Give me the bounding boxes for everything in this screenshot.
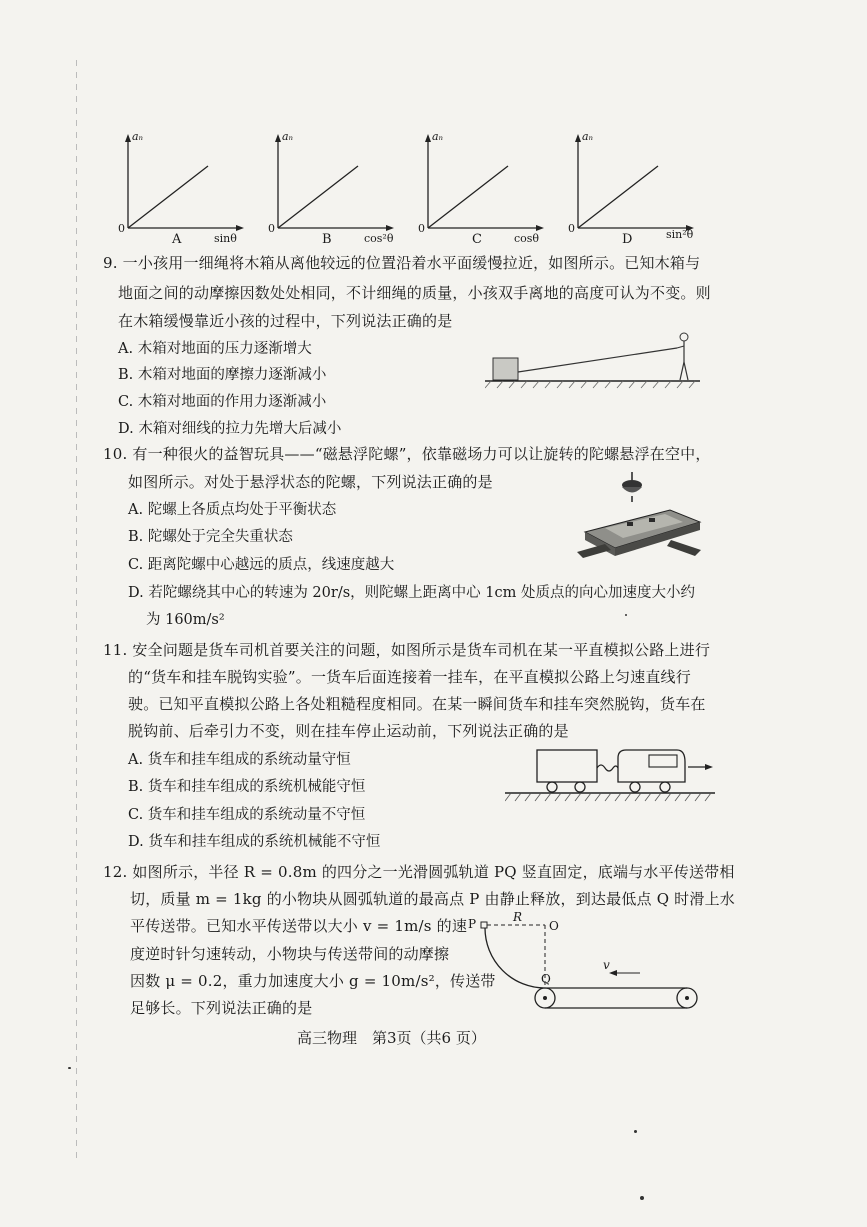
q10-stem-line-2: 如图所示。对处于悬浮状态的陀螺，下列说法正确的是 (128, 473, 493, 491)
q11-stem-line-2: 的“货车和挂车脱钩实验”。一货车后面连接着一挂车，在平直模拟公路上匀速直线行 (128, 668, 691, 686)
graph-a-x-label: sinθ (214, 232, 237, 245)
q10-option-b: B. 陀螺处于完全失重状态 (128, 529, 293, 545)
q9-stem-line-2: 地面之间的动摩擦因数处处相同，不计细绳的质量，小孩双手离地的高度可认为不变。则 (118, 284, 711, 302)
graph-c-axes (418, 128, 548, 243)
q12-label-q: Q (541, 972, 551, 986)
q11-stem-line-1: 11. 安全问题是货车司机首要关注的问题，如图所示是货车司机在某一平直模拟公路上进行 (103, 641, 711, 659)
graph-b (268, 128, 398, 247)
graph-c-x-label: cosθ (514, 232, 540, 245)
graph-c-choice: C (472, 232, 482, 247)
graph-d-x-label: sin²θ (666, 228, 694, 241)
scan-speck (68, 1067, 71, 1069)
q12-stem-line-1: 12. 如图所示，半径 R = 0.8m 的四分之一光滑圆弧轨道 PQ 竖直固定，底端与水平传送带相 (103, 863, 735, 881)
q11-stem-line-3: 驶。已知平直模拟公路上各处粗糙程度相同。在某一瞬间货车和挂车突然脱钩，货车在 (128, 695, 706, 713)
graph-d-y-label: aₙ (582, 130, 594, 143)
q9-figure-child-pulling-box (485, 330, 700, 395)
graph-a-y-label: aₙ (132, 130, 144, 143)
q9-stem-line-1: 9. 一小孩用一细绳将木箱从离他较远的位置沿着水平面缓慢拉近，如图所示。已知木箱与 (103, 254, 701, 272)
page-footer: 高三物理 第3页（共6 页） (297, 1029, 486, 1047)
q12-label-v: v (603, 958, 610, 972)
q9-stem-line-3: 在木箱缓慢靠近小孩的过程中，下列说法正确的是 (118, 312, 453, 330)
graph-b-axes (268, 128, 398, 243)
graph-a-choice: A (172, 232, 182, 247)
q12-stem-line-4: 度逆时针匀速转动，小物块与传送带间的动摩擦 (130, 945, 450, 963)
q10-stem-line-1: 10. 有一种很火的益智玩具——“磁悬浮陀螺”，依靠磁场力可以让旋转的陀螺悬浮在空中， (103, 445, 711, 463)
q12-stem-line-6: 足够长。下列说法正确的是 (130, 999, 313, 1017)
graph-b-y-label: aₙ (282, 130, 294, 143)
graph-c-origin: 0 (418, 222, 425, 235)
graph-d (568, 128, 698, 247)
graph-a (118, 128, 248, 247)
scan-speck (625, 614, 627, 616)
graph-b-origin: 0 (268, 222, 275, 235)
q12-figure-drawing (475, 912, 715, 1022)
q10-option-a: A. 陀螺上各质点均处于平衡状态 (128, 502, 337, 518)
graph-a-origin: 0 (118, 222, 125, 235)
q12-label-r: R (513, 910, 523, 924)
q10-option-d-line-2: 为 160m/s² (146, 612, 225, 628)
q10-option-d-line-1: D. 若陀螺绕其中心的转速为 20r/s，则陀螺上距离中心 1cm 处质点的向心加速度大小约 (128, 585, 695, 601)
graph-d-origin: 0 (568, 222, 575, 235)
q12-figure-arc-conveyor (468, 910, 715, 1022)
q12-stem-line-3: 平传送带。已知水平传送带以大小 v = 1m/s 的速 (130, 917, 468, 935)
q12-label-p: P (468, 917, 477, 931)
graph-b-choice: B (322, 232, 332, 247)
scan-speck (640, 1196, 644, 1200)
graph-d-axes (568, 128, 698, 243)
binding-margin-line (76, 60, 77, 1160)
q12-stem-line-2: 切，质量 m = 1kg 的小物块从圆弧轨道的最高点 P 由静止释放，到达最低点 Q 时滑上水 (130, 890, 735, 908)
q10-figure-maglev-top (575, 470, 705, 570)
q11-figure-truck-trailer (505, 742, 715, 807)
q11-option-a: A. 货车和挂车组成的系统动量守恒 (128, 752, 351, 768)
q9-option-a: A. 木箱对地面的压力逐渐增大 (118, 341, 312, 357)
q9-option-d: D. 木箱对细线的拉力先增大后减小 (118, 421, 342, 437)
graph-a-axes (118, 128, 248, 243)
scan-speck (634, 1130, 637, 1133)
q11-option-d: D. 货车和挂车组成的系统机械能不守恒 (128, 834, 381, 850)
graph-d-choice: D (622, 232, 633, 247)
graph-b-x-label: cos²θ (364, 232, 394, 245)
q9-option-c: C. 木箱对地面的作用力逐渐减小 (118, 394, 327, 410)
graph-c-y-label: aₙ (432, 130, 444, 143)
q10-option-c: C. 距离陀螺中心越远的质点，线速度越大 (128, 557, 395, 573)
q12-stem-line-5: 因数 μ = 0.2，重力加速度大小 g = 10m/s²，传送带 (130, 972, 496, 990)
q9-option-b: B. 木箱对地面的摩擦力逐渐减小 (118, 367, 327, 383)
graph-c (418, 128, 548, 247)
q11-option-b: B. 货车和挂车组成的系统机械能守恒 (128, 779, 366, 795)
q11-stem-line-4: 脱钩前、后牵引力不变，则在挂车停止运动前，下列说法正确的是 (128, 722, 569, 740)
q12-label-o: O (549, 919, 559, 933)
q11-option-c: C. 货车和挂车组成的系统动量不守恒 (128, 807, 366, 823)
